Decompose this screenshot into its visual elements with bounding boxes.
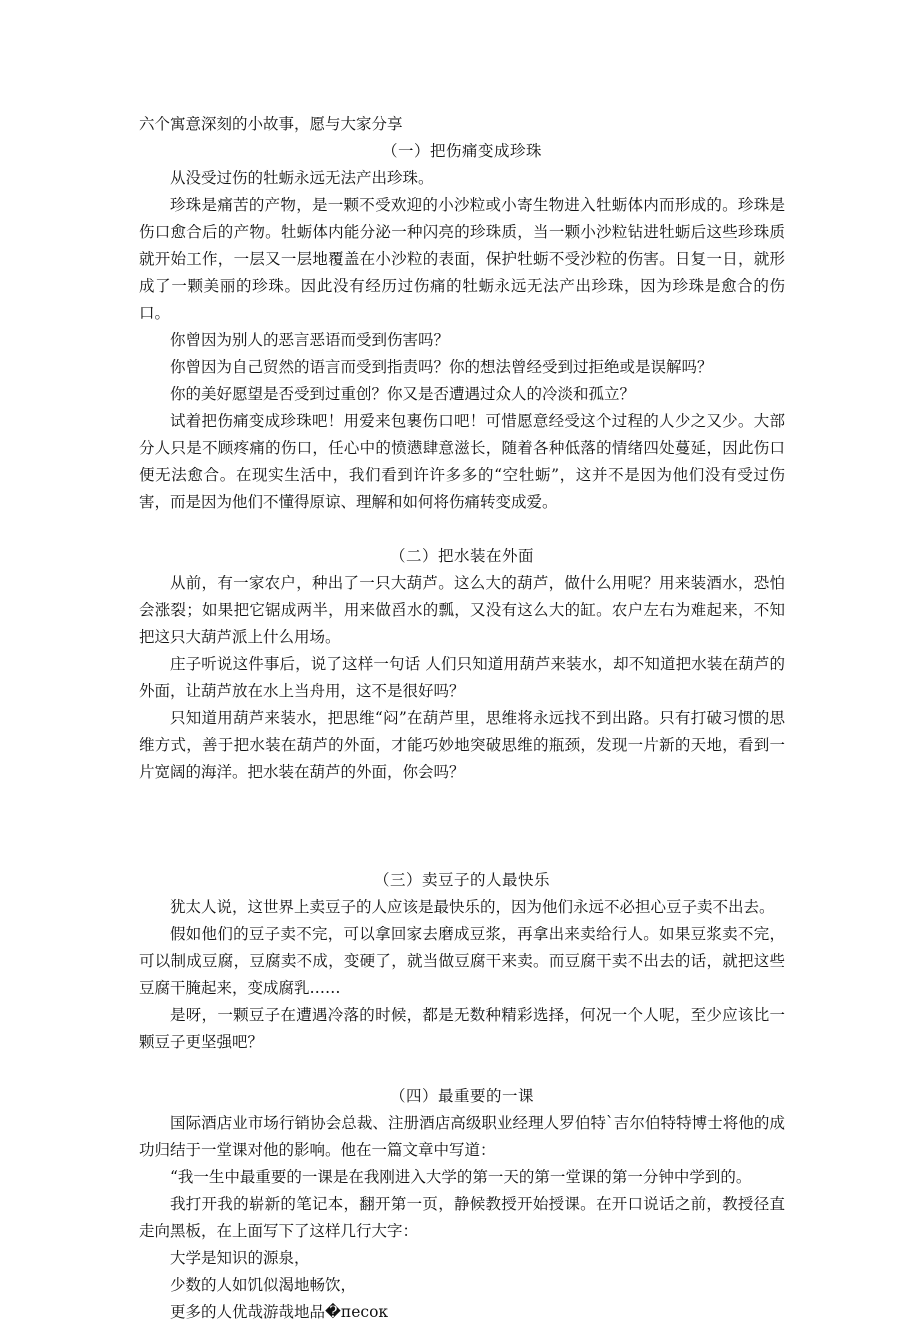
paragraph: 你曾因为自己贸然的语言而受到指责吗？你的想法曾经受到过拒绝或是误解吗？	[170, 358, 713, 376]
spacer	[139, 1056, 785, 1083]
story-3	[139, 867, 785, 1056]
paragraph: 大学是知识的源泉，	[170, 1249, 310, 1267]
spacer	[139, 786, 785, 867]
spacer	[139, 516, 785, 543]
paragraph: 我打开我的崭新的笔记本，翻开第一页，静候教授开始授课。在开口说话之前，教授径直走向黑板，在上面写下了这样几行大字：	[139, 1195, 785, 1240]
paragraph: 国际酒店业市场行销协会总裁、注册酒店高级职业经理人罗伯特`吉尔伯特特博士将他的成功归结于一堂课对他的影响。他在一篇文章中写道：	[139, 1114, 785, 1159]
paragraph: 试着把伤痛变成珍珠吧！用爱来包裹伤口吧！可惜愿意经受这个过程的人少之又少。大部分人只是不顾疼痛的伤口，任心中的愤懑肆意滋长，随着各种低落的情绪四处蔓延，因此伤口便无法愈合。在现实生活中，我们看到许许多多的“空牡蛎”，这并不是因为他们没有受过伤害，而是因为他们不懂得原谅、理解和如何将伤痛转变成爱。	[139, 412, 785, 511]
paragraph: 犹太人说，这世界上卖豆子的人应该是最快乐的，因为他们永远不必担心豆子卖不出去。	[170, 898, 775, 916]
story-2	[139, 543, 785, 786]
document-intro: 六个寓意深刻的小故事，愿与大家分享	[139, 115, 403, 133]
paragraph: 少数的人如饥似渴地畅饮，	[170, 1276, 357, 1294]
paragraph: 你的美好愿望是否受到过重创？你又是否遭遇过众人的冷淡和孤立？	[170, 385, 636, 403]
paragraph: 只知道用葫芦来装水，把思维“闷”在葫芦里，思维将永远找不到出路。只有打破习惯的思维方式，善于把水装在葫芦的外面，才能巧妙地突破思维的瓶颈，发现一片新的天地，看到一片宽阔的海洋。把水装在葫芦的外面，你会吗？	[139, 709, 785, 781]
story-1	[139, 138, 785, 516]
paragraph: 是呀，一颗豆子在遭遇冷落的时候，都是无数种精彩选择，何况一个人呢，至少应该比一颗豆子更坚强吧？	[139, 1006, 785, 1051]
story-2-title: （二）把水装在外面	[389, 547, 534, 565]
story-4	[139, 1083, 785, 1326]
paragraph: 庄子听说这件事后，说了这样一句话 人们只知道用葫芦来装水，却不知道把水装在葫芦的外面，让葫芦放在水上当舟用，这不是很好吗？	[139, 655, 785, 700]
paragraph: 更多的人优哉游哉地品�песок	[170, 1303, 389, 1321]
paragraph: 从没受过伤的牡蛎永远无法产出珍珠。	[170, 169, 434, 187]
document-page	[139, 111, 785, 1326]
story-3-title: （三）卖豆子的人最快乐	[373, 871, 550, 889]
paragraph: 从前，有一家农户，种出了一只大葫芦。这么大的葫芦，做什么用呢？用来装酒水，恐怕会涨裂；如果把它锯成两半，用来做舀水的瓢，又没有这么大的缸。农户左右为难起来，不知把这只大葫芦派上什么用场。	[139, 574, 785, 646]
paragraph: “我一生中最重要的一课是在我刚进入大学的第一天的第一堂课的第一分钟中学到的。	[170, 1168, 752, 1186]
story-1-title: （一）把伤痛变成珍珠	[381, 142, 542, 160]
paragraph: 你曾因为别人的恶言恶语而受到伤害吗？	[170, 331, 450, 349]
paragraph: 假如他们的豆子卖不完，可以拿回家去磨成豆浆，再拿出来卖给行人。如果豆浆卖不完，可以制成豆腐，豆腐卖不成，变硬了，就当做豆腐干来卖。而豆腐干卖不出去的话，就把这些豆腐干腌起来，变成腐乳……	[139, 925, 785, 997]
story-4-title: （四）最重要的一课	[389, 1087, 534, 1105]
paragraph: 珍珠是痛苦的产物，是一颗不受欢迎的小沙粒或小寄生物进入牡蛎体内而形成的。珍珠是伤口愈合后的产物。牡蛎体内能分泌一种闪亮的珍珠质，当一颗小沙粒钻进牡蛎后这些珍珠质就开始工作，一层又一层地覆盖在小沙粒的表面，保护牡蛎不受沙粒的伤害。日复一日，就形成了一颗美丽的珍珠。因此没有经历过伤痛的牡蛎永远无法产出珍珠，因为珍珠是愈合的伤口。	[139, 196, 785, 322]
